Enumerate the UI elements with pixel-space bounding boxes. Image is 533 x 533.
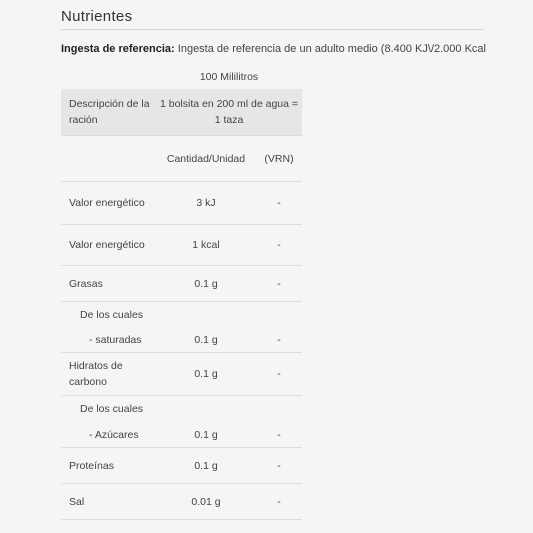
reference-label: Ingesta de referencia:: [61, 43, 175, 55]
table-row: [61, 302, 302, 328]
nutrient-vrn: -: [277, 239, 281, 251]
nutrient-name: Sal: [69, 495, 85, 508]
table-row: [61, 448, 302, 484]
nutrient-vrn: -: [277, 334, 281, 346]
reference-text: Ingesta de referencia de un adulto medio (8.400 KJ\/2.000 Kcal: [174, 43, 486, 55]
nutrient-name: De los cuales: [80, 403, 144, 415]
title-divider: [61, 29, 484, 30]
section-title: Nutrientes: [61, 8, 133, 25]
nutrient-name: Grasas: [69, 277, 103, 290]
nutrient-amount: 3 kJ: [196, 197, 216, 209]
nutrient-name: - saturadas: [89, 334, 142, 346]
table-row: [61, 353, 302, 396]
nutrient-name: - Azúcares: [89, 428, 139, 441]
vrn-header: (VRN): [264, 152, 294, 165]
nutrient-vrn: -: [277, 428, 281, 441]
table-row: [61, 328, 302, 353]
nutrient-amount: 0.1 g: [194, 368, 218, 380]
nutrient-name: Valor energético: [69, 239, 145, 251]
nutrient-amount: 0.1 g: [194, 459, 218, 472]
table-row: [61, 225, 302, 266]
nutrient-vrn: -: [277, 197, 281, 209]
serving-row: [61, 89, 302, 136]
table-row: [61, 422, 302, 448]
nutrient-amount: 1 kcal: [192, 239, 220, 251]
nutrition-table: [61, 66, 302, 520]
nutrient-amount: 0.1 g: [194, 277, 218, 290]
table-row: [61, 182, 302, 225]
nutrient-amount: 0.01 g: [191, 495, 221, 508]
serving-value: 1 bolsita en 200 ml de agua = 1 taza: [159, 98, 299, 126]
nutrient-name: Valor energético: [69, 197, 145, 209]
table-row: [61, 396, 302, 422]
table-row: [61, 484, 302, 520]
nutrient-amount: 0.1 g: [194, 428, 218, 441]
table-row: [61, 266, 302, 302]
amount-header: Cantidad/Unidad: [166, 152, 246, 165]
nutrient-name: Proteínas: [69, 459, 114, 472]
nutrient-vrn: -: [277, 368, 281, 380]
unit-header: 100 Mililitros: [199, 71, 259, 83]
reference-intake: [61, 43, 486, 55]
nutrient-vrn: -: [277, 277, 281, 290]
nutrient-amount: 0.1 g: [194, 334, 218, 346]
serving-label: Descripción de la ración: [69, 98, 150, 126]
nutrient-name: Hidratos de carbono: [69, 360, 123, 388]
nutrient-vrn: -: [277, 459, 281, 472]
nutrient-vrn: -: [277, 495, 281, 508]
nutrient-name: De los cuales: [80, 309, 144, 321]
column-header-row: [61, 136, 302, 182]
